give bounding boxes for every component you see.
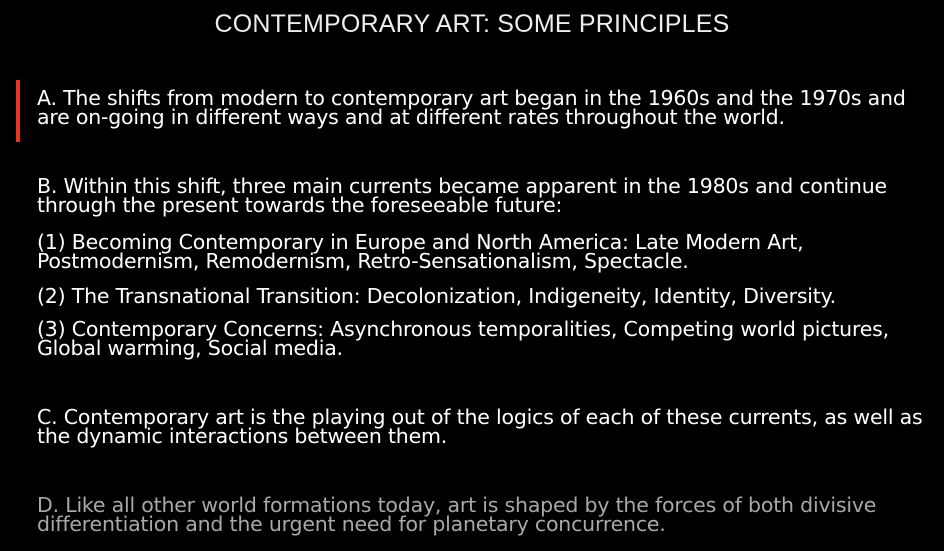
slide-title: CONTEMPORARY ART: SOME PRINCIPLES xyxy=(214,10,730,38)
paragraph-b1: (1) Becoming Contemporary in Europe and North America: Late Modern Art, Postmodernism, Remodernism, Retro-Sensationalism, Spectacle. xyxy=(37,230,804,273)
paragraph-c: C. Contemporary art is the playing out of the logics of each of these currents, as well as the dynamic interactions between them. xyxy=(37,405,923,448)
paragraph-b: B. Within this shift, three main currents became apparent in the 1980s and continue through the present towards the foreseeable future: xyxy=(37,174,887,217)
paragraph-b3: (3) Contemporary Concerns: Asynchronous temporalities, Competing world pictures, Global warming, Social media. xyxy=(37,317,889,360)
paragraph-b2: (2) The Transnational Transition: Decolonization, Indigeneity, Identity, Diversity. xyxy=(37,284,836,308)
paragraph-d: D. Like all other world formations today, art is shaped by the forces of both divisive differentiation and the urgent need for planetary concurrence. xyxy=(37,493,877,536)
paragraph-a: A. The shifts from modern to contemporary art began in the 1960s and the 1970s and are on-going in different ways and at different rates throughout the world. xyxy=(37,86,906,129)
accent-bar xyxy=(16,80,20,142)
